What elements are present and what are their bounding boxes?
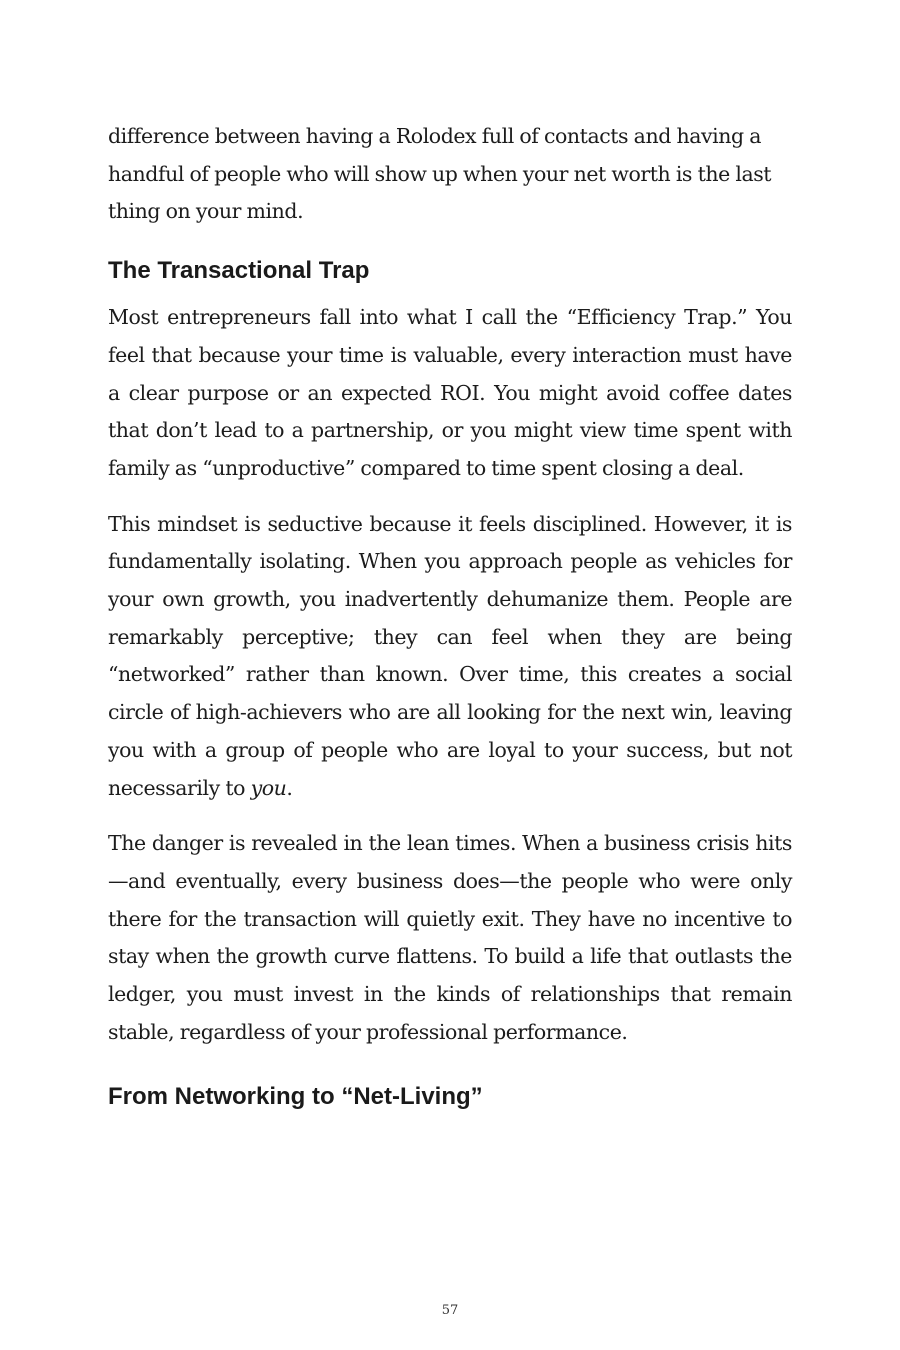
body-paragraph-efficiency-trap: Most entrepreneurs fall into what I call the “Efficiency Trap.” You feel that because your time is valuable, every interaction must have a clear purpose or an expected ROI. You might avoid coffee dates that don’t lead to a partnership, or you might view time spent with family as “unproductive” compared to time spent closing a deal. (108, 305, 792, 480)
page-body (108, 118, 792, 1125)
section-heading-net-living: From Networking to “Net-Living” (108, 1083, 483, 1111)
body-paragraph-mindset (108, 506, 792, 808)
page-number: 57 (441, 1303, 459, 1318)
paragraph-text: This mindset is seductive because it feels disciplined. However, it is fundamentally isolating. When you approach people as vehicles for your own growth, you inadvertently dehumanize them. People are remarkably perceptive; they can feel when they are being “networked” rather than known. Over time, this creates a social circle of high-achievers who are all looking for the next win, leaving you with a group of people who are loyal to your success, but not necessarily to (108, 511, 792, 800)
section-heading-transactional-trap: The Transactional Trap (108, 257, 370, 285)
emphasis-you: you (250, 775, 287, 800)
body-paragraph-lean-times: The danger is revealed in the lean times. When a business crisis hits—and eventually, every business does—the people who were only there for the transaction will quietly exit. They have no incentive to stay when the growth curve flattens. To build a life that outlasts the ledger, you must invest in the kinds of relationships that remain stable, regardless of your professional performance. (108, 831, 792, 1044)
paragraph-end-punctuation: . (286, 775, 293, 800)
intro-paragraph: difference between having a Rolodex full of contacts and having a handful of people who will show up when your net worth is the last thing on your mind. (108, 124, 772, 224)
